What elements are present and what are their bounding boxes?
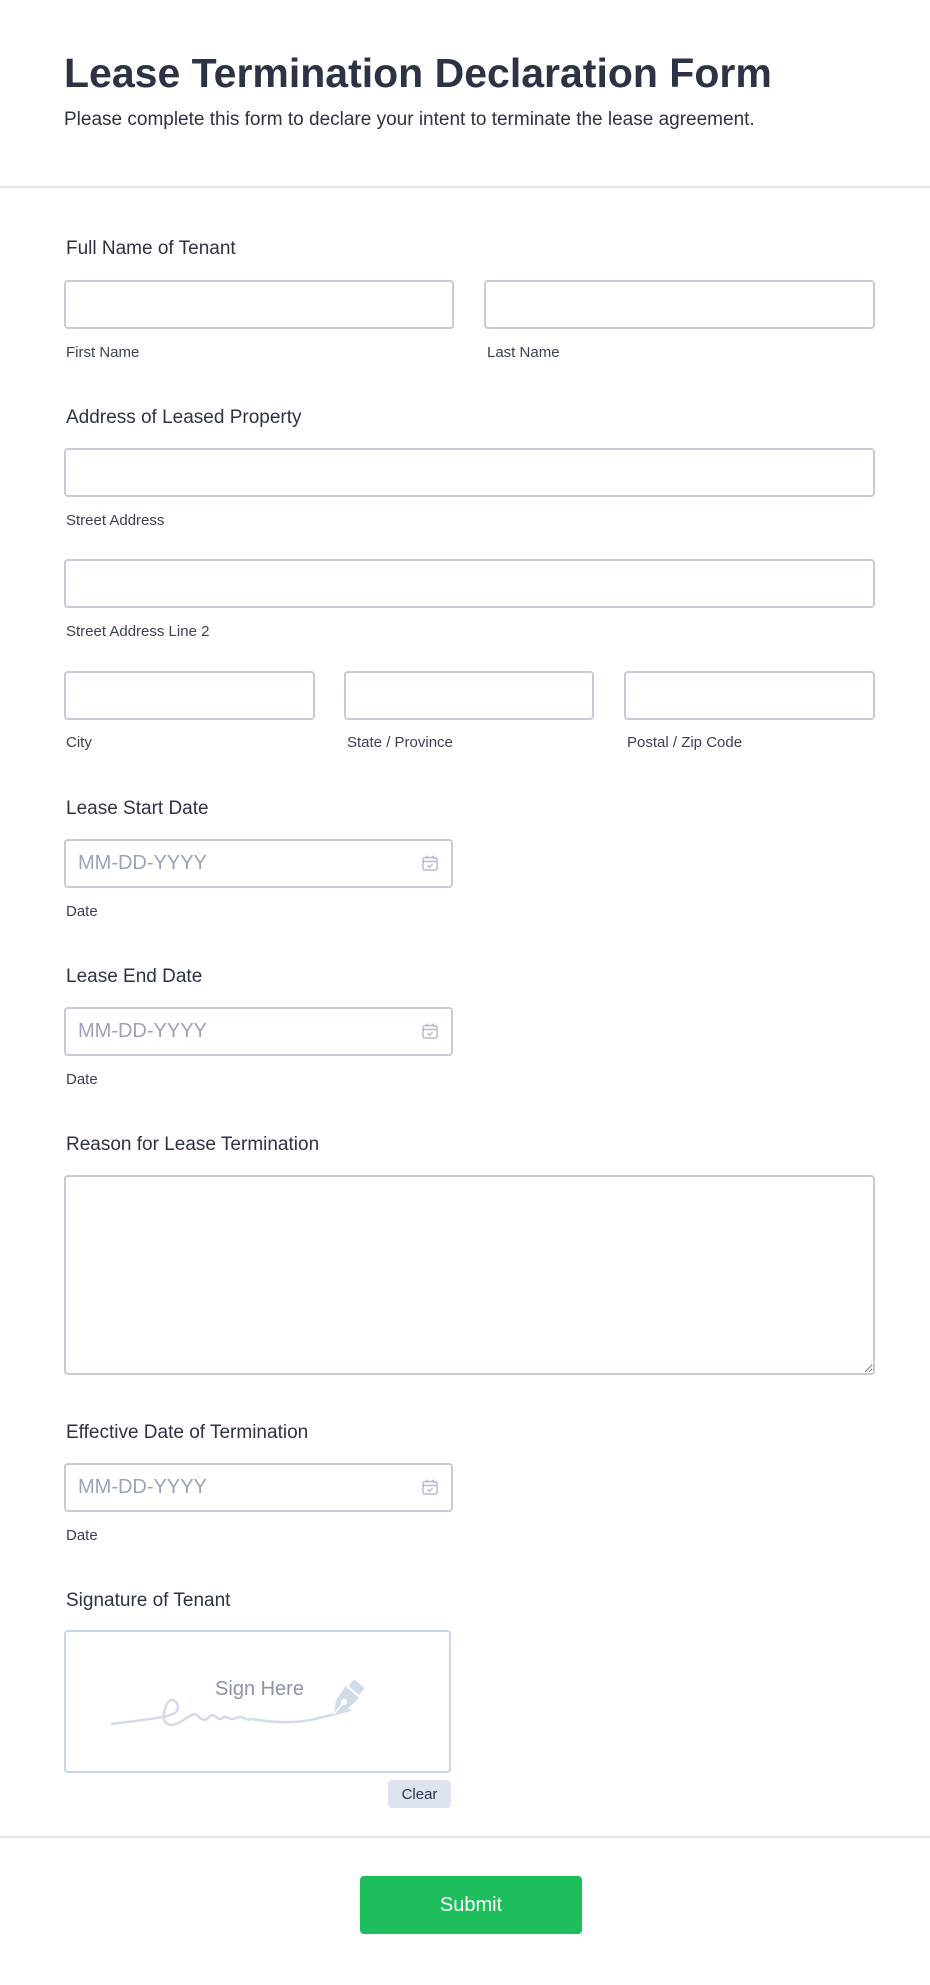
effective-date-sublabel: Date: [66, 1527, 98, 1544]
effective-date-label: Effective Date of Termination: [66, 1422, 309, 1443]
last-name-input[interactable]: [484, 280, 875, 329]
city-sublabel: City: [66, 734, 92, 751]
street-address-line2-input[interactable]: [64, 559, 875, 608]
effective-date-field: [64, 1463, 453, 1512]
signature-pad[interactable]: [64, 1630, 451, 1773]
lease-start-date-field: [64, 839, 453, 888]
street-address-line2-sublabel: Street Address Line 2: [66, 623, 210, 640]
state-sublabel: State / Province: [347, 734, 453, 751]
signature-pen-icon: [110, 1672, 400, 1732]
zip-input[interactable]: [624, 671, 875, 720]
calendar-icon[interactable]: [421, 1478, 439, 1496]
last-name-sublabel: Last Name: [487, 344, 560, 361]
street-address-input[interactable]: [64, 448, 875, 497]
reason-textarea[interactable]: [64, 1175, 875, 1375]
address-label: Address of Leased Property: [66, 407, 302, 428]
calendar-icon[interactable]: [421, 1022, 439, 1040]
clear-signature-button[interactable]: Clear: [388, 1780, 451, 1808]
tenant-name-label: Full Name of Tenant: [66, 238, 236, 259]
calendar-icon[interactable]: [421, 854, 439, 872]
first-name-input[interactable]: [64, 280, 454, 329]
first-name-sublabel: First Name: [66, 344, 140, 361]
lease-end-date-field: [64, 1007, 453, 1056]
lease-end-sublabel: Date: [66, 1071, 98, 1088]
submit-button[interactable]: Submit: [360, 1876, 582, 1934]
lease-end-date-input[interactable]: [78, 1009, 398, 1054]
reason-label: Reason for Lease Termination: [66, 1134, 320, 1155]
form-header: [0, 0, 930, 188]
street-address-sublabel: Street Address: [66, 512, 165, 529]
sign-here-hint: Sign Here: [215, 1678, 304, 1700]
form-title: Lease Termination Declaration Form: [64, 50, 772, 96]
city-input[interactable]: [64, 671, 315, 720]
lease-start-date-input[interactable]: [78, 841, 398, 886]
state-input[interactable]: [344, 671, 594, 720]
signature-label: Signature of Tenant: [66, 1590, 231, 1611]
lease-end-label: Lease End Date: [66, 966, 203, 987]
footer-divider: [0, 1836, 930, 1838]
lease-start-label: Lease Start Date: [66, 798, 209, 819]
effective-date-input[interactable]: [78, 1465, 398, 1510]
lease-start-sublabel: Date: [66, 903, 98, 920]
zip-sublabel: Postal / Zip Code: [627, 734, 743, 751]
form-subtitle: Please complete this form to declare your intent to terminate the lease agreement.: [64, 109, 755, 130]
